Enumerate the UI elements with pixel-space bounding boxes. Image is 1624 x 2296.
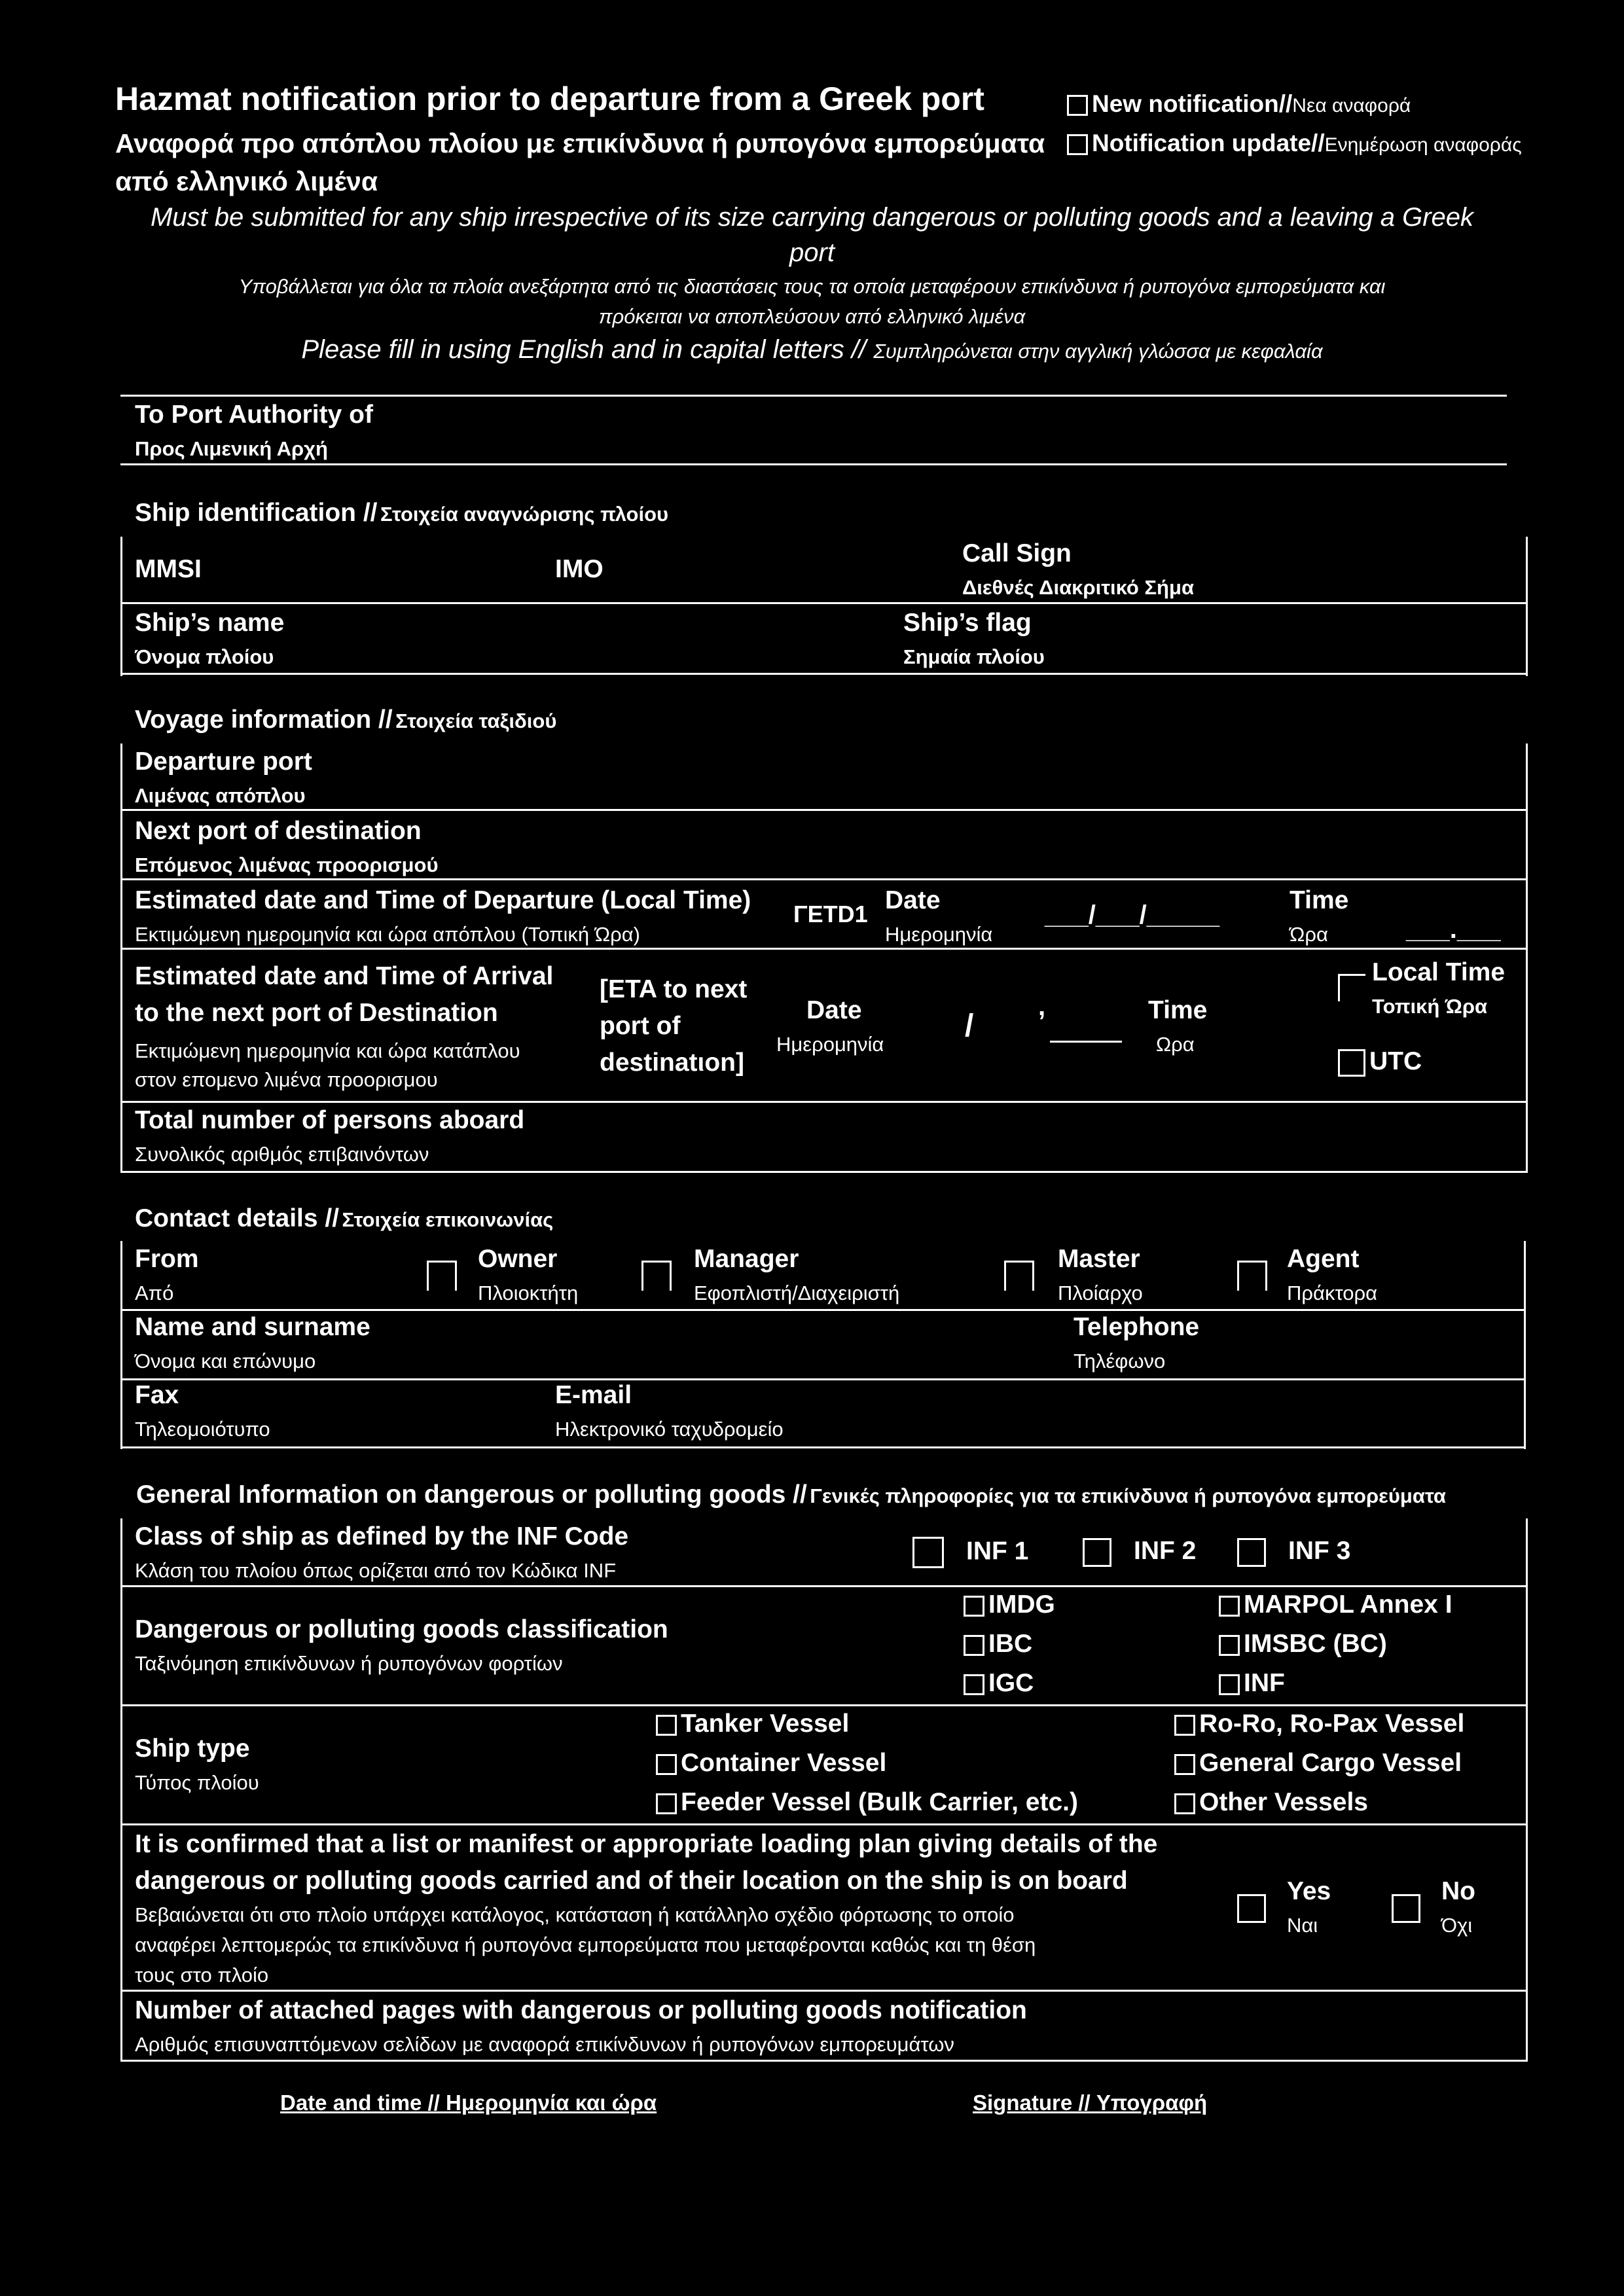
manifest-confirm-en-1: It is confirmed that a list or manifest or appropriate loading plan giving details of the — [135, 1830, 1158, 1858]
departure-port-field[interactable] — [563, 747, 1506, 805]
eta-date-field[interactable] — [943, 995, 1126, 1047]
inf1-option[interactable]: INF 1 — [912, 1537, 1028, 1568]
general-information-heading: General Information on dangerous or polluting goods // Γενικές πληροφορίες για τα επικίνδυνα ή ρυπογόνα εμπορεύματα — [136, 1480, 1446, 1509]
tanker-vessel-checkbox[interactable] — [656, 1715, 677, 1736]
name-surname-field[interactable] — [419, 1313, 1060, 1374]
next-port-label-en: Next port of destination — [135, 817, 422, 845]
ship-name-label-gr: Όνομα πλοίου — [135, 645, 274, 668]
fax-field[interactable] — [340, 1381, 537, 1443]
feeder-vessel-checkbox[interactable] — [656, 1793, 677, 1814]
eta-date-comma: , — [1038, 992, 1046, 1021]
port-authority-field[interactable] — [406, 401, 1492, 459]
call-sign-label-en: Call Sign — [962, 539, 1072, 567]
agent-option[interactable]: Agent Πράκτορα — [1237, 1244, 1499, 1309]
persons-aboard-label-en: Total number of persons aboard — [135, 1106, 525, 1134]
eta-tag-2: port of — [600, 1012, 681, 1040]
other-vessels-option[interactable]: Other Vessels — [1174, 1788, 1368, 1817]
igc-checkbox[interactable] — [964, 1674, 984, 1695]
signature-field[interactable] — [969, 2127, 1309, 2199]
etd-date-label-en: Date — [885, 886, 941, 914]
eta-date-label-en: Date — [806, 996, 862, 1024]
attached-pages-label-gr: Αριθμός επισυναπτόμενων σελίδων με αναφορά επικίνδυνων ή ρυπογόνων εμπορευμάτων — [135, 2033, 954, 2056]
eta-tag-3: destinatιon] — [600, 1049, 744, 1077]
port-authority-label-gr: Προς Λιμενική Αρχή — [135, 437, 328, 460]
roro-vessel-checkbox[interactable] — [1174, 1715, 1195, 1736]
notification-update-checkbox[interactable] — [1067, 134, 1088, 155]
manifest-no-option[interactable]: No Όχι — [1392, 1877, 1523, 1949]
manager-option[interactable]: Manager Εφοπλιστή/Διαχειριστή — [641, 1244, 995, 1309]
eta-tag-1: [ETA to next — [600, 975, 748, 1003]
voyage-information-heading: Voyage information // Στοιχεία ταξιδιού — [135, 706, 557, 734]
imsbc-option[interactable]: IMSBC (BC) — [1219, 1630, 1387, 1659]
imdg-option[interactable]: IMDG — [964, 1590, 1055, 1619]
manifest-confirm-gr-1: Βεβαιώνεται ότι στο πλοίο υπάρχει κατάλογος, κατάσταση ή κατάλληλο σχέδιο φόρτωσης το οποίο — [135, 1903, 1015, 1926]
ibc-option[interactable]: IBC — [964, 1630, 1032, 1659]
form-title-gr-1: Αναφορά προ απόπλου πλοίου με επικίνδυνα ή ρυπογόνα εμπορεύματα — [115, 128, 1045, 158]
email-label-en: E-mail — [555, 1381, 632, 1409]
eta-label-gr-1: Εκτιμώμενη ημερομηνία και ώρα κατάπλου — [135, 1039, 520, 1062]
owner-checkbox[interactable] — [427, 1261, 457, 1291]
email-field[interactable] — [838, 1381, 1512, 1443]
other-vessels-checkbox[interactable] — [1174, 1793, 1195, 1814]
form-title-en: Hazmat notification prior to departure from a Greek port — [115, 81, 984, 117]
ship-type-label-en: Ship type — [135, 1734, 250, 1763]
fill-instructions: Please fill in using English and in capital letters // Συμπληρώνεται στην αγγλική γλώσσα με κεφαλαία — [301, 335, 1323, 364]
manifest-no-checkbox[interactable] — [1392, 1894, 1420, 1923]
inf1-checkbox[interactable] — [912, 1537, 944, 1568]
roro-vessel-option[interactable]: Ro-Ro, Ro-Pax Vessel — [1174, 1710, 1464, 1738]
owner-option[interactable]: Owner Πλοιοκτήτη — [427, 1244, 702, 1309]
inf-checkbox[interactable] — [1219, 1674, 1240, 1695]
manifest-confirm-gr-2: αναφέρει λεπτομερώς τα επικίνδυνα ή ρυπογόνα εμπορεύματα που μεταφέρονται καθώς και τη θέση — [135, 1933, 1036, 1956]
contact-details-heading: Contact details // Στοιχεία επικοινωνίας — [135, 1204, 554, 1232]
utc-option[interactable]: UTC — [1338, 1047, 1422, 1077]
feeder-vessel-option[interactable]: Feeder Vessel (Bulk Carrier, etc.) — [656, 1788, 1078, 1817]
container-vessel-checkbox[interactable] — [656, 1754, 677, 1775]
new-notification-option[interactable]: New notification//Νεα αναφορά — [1067, 90, 1411, 118]
inf-option[interactable]: INF — [1219, 1669, 1285, 1698]
form-title-gr-2: από ελληνικό λιμένα — [115, 166, 378, 196]
submission-note-gr-2: πρόκειται να αποπλεύσουν από ελληνικό λιμένα — [598, 305, 1026, 328]
submission-note-en-2: port — [789, 238, 835, 267]
from-label-en: From — [135, 1245, 199, 1273]
ship-type-label-gr: Τύπος πλοίου — [135, 1771, 259, 1794]
etd-label-en: Estimated date and Time of Departure (Local Time) — [135, 886, 751, 914]
inf3-option[interactable]: INF 3 — [1237, 1537, 1350, 1567]
manifest-yes-checkbox[interactable] — [1237, 1894, 1266, 1923]
eta-label-en-1: Estimated date and Time of Arrival — [135, 962, 554, 990]
from-label-gr: Από — [135, 1282, 174, 1304]
manifest-yes-option[interactable]: Yes Ναι — [1237, 1877, 1381, 1949]
inf2-option[interactable]: INF 2 — [1083, 1537, 1196, 1567]
utc-checkbox[interactable] — [1338, 1049, 1365, 1077]
submission-note-gr-1: Υποβάλλεται για όλα τα πλοία ανεξάρτητα από τις διαστάσεις τους τα οποία μεταφέρουν επικίνδυνα ή ρυπογόνα εμπορεύματα και — [238, 275, 1386, 298]
fax-label-en: Fax — [135, 1381, 179, 1409]
ship-name-label-en: Ship’s name — [135, 609, 285, 637]
etd-time-label-gr: Ώρα — [1290, 923, 1328, 946]
mmsi-label: MMSI — [135, 555, 202, 583]
inf2-checkbox[interactable] — [1083, 1538, 1111, 1567]
ship-flag-label-en: Ship’s flag — [903, 609, 1032, 637]
eta-label-gr-2: στον επομενο λιμένα προορισμου — [135, 1068, 438, 1091]
mmsi-field[interactable] — [236, 545, 537, 600]
imdg-checkbox[interactable] — [964, 1596, 984, 1617]
departure-port-label-gr: Λιμένας απόπλου — [135, 784, 306, 807]
departure-port-label-en: Departure port — [135, 747, 312, 776]
next-port-label-gr: Επόμενος λιμένας προορισμού — [135, 853, 439, 876]
date-time-signature-label: Date and time // Ημερομηνία και ώρα — [280, 2090, 657, 2115]
agent-checkbox[interactable] — [1237, 1261, 1267, 1291]
general-cargo-checkbox[interactable] — [1174, 1754, 1195, 1775]
etd-label-gr: Εκτιμώμενη ημερομηνία και ώρα απόπλου (Τοπική Ώρα) — [135, 923, 640, 946]
attached-pages-field[interactable] — [1126, 1996, 1512, 2055]
goods-classification-label-en: Dangerous or polluting goods classification — [135, 1615, 668, 1643]
master-option[interactable]: Master Πλοίαρχο — [1004, 1244, 1240, 1309]
eta-date-label-gr: Ημερομηνία — [776, 1033, 884, 1056]
general-cargo-option[interactable]: General Cargo Vessel — [1174, 1749, 1462, 1778]
etd-date-field[interactable]: ___/___/_____ — [1045, 901, 1219, 929]
ship-name-field[interactable] — [340, 607, 877, 670]
manifest-confirm-en-2: dangerous or polluting goods carried and of their location on the ship is on board — [135, 1867, 1128, 1895]
inf3-checkbox[interactable] — [1237, 1538, 1266, 1567]
imsbc-checkbox[interactable] — [1219, 1635, 1240, 1656]
etd-date-label-gr: Ημερομηνία — [885, 923, 993, 946]
port-authority-label-en: To Port Authority of — [135, 401, 373, 429]
date-time-field[interactable] — [275, 2127, 681, 2199]
eta-time-field[interactable] — [1231, 982, 1329, 1047]
eta-label-en-2: to the next port of Destination — [135, 999, 498, 1027]
manager-checkbox[interactable] — [641, 1261, 672, 1291]
telephone-label-gr: Τηλέφωνο — [1074, 1350, 1166, 1372]
telephone-label-en: Telephone — [1074, 1313, 1200, 1341]
eta-time-label-gr: Ωρα — [1156, 1033, 1195, 1056]
marpol-checkbox[interactable] — [1219, 1596, 1240, 1617]
telephone-field[interactable] — [1231, 1313, 1512, 1374]
manifest-confirm-gr-3: τους στο πλοίο — [135, 1964, 269, 1986]
marpol-option[interactable]: MARPOL Annex I — [1219, 1590, 1453, 1619]
goods-classification-label-gr: Ταξινόμηση επικίνδυνων ή ρυπογόνων φορτίων — [135, 1652, 563, 1675]
persons-aboard-field[interactable] — [563, 1106, 1506, 1166]
imo-field[interactable] — [628, 545, 943, 600]
ship-class-label-gr: Κλάση του πλοίου όπως ορίζεται από τον Κώδικα INF — [135, 1559, 617, 1582]
ship-flag-label-gr: Σημαία πλοίου — [903, 645, 1045, 668]
tanker-vessel-option[interactable]: Tanker Vessel — [656, 1710, 849, 1738]
attached-pages-label-en: Number of attached pages with dangerous or polluting goods notification — [135, 1996, 1027, 2024]
container-vessel-option[interactable]: Container Vessel — [656, 1749, 886, 1778]
notification-update-option[interactable]: Notification update//Ενημέρωση αναφοράς — [1067, 130, 1522, 157]
signature-label: Signature // Υπογραφή — [973, 2090, 1208, 2115]
persons-aboard-label-gr: Συνολικός αριθμός επιβαινόντων — [135, 1143, 429, 1166]
imo-label: IMO — [555, 555, 604, 583]
ibc-checkbox[interactable] — [964, 1635, 984, 1656]
new-notification-checkbox[interactable] — [1067, 95, 1088, 116]
ship-class-label-en: Class of ship as defined by the INF Code — [135, 1522, 629, 1551]
next-port-field[interactable] — [563, 817, 1506, 874]
eta-date-separator: / — [965, 1009, 974, 1043]
submission-note-en-1: Must be submitted for any ship irrespective of its size carrying dangerous or polluting goods and a leaving a Greek — [150, 203, 1474, 232]
etd-time-field[interactable]: ___.___ — [1406, 915, 1501, 944]
igc-option[interactable]: IGC — [964, 1669, 1034, 1698]
fax-label-gr: Τηλεομοιότυπο — [135, 1418, 270, 1441]
local-time-checkbox[interactable] — [1338, 974, 1365, 1001]
name-surname-label-en: Name and surname — [135, 1313, 370, 1341]
call-sign-label-gr: Διεθνές Διακριτικό Σήμα — [962, 576, 1195, 599]
email-label-gr: Ηλεκτρονικό ταχυδρομείο — [555, 1418, 784, 1441]
name-surname-label-gr: Όνομα και επώνυμο — [135, 1350, 316, 1372]
eta-time-label-en: Time — [1148, 996, 1208, 1024]
etd-time-label-en: Time — [1290, 886, 1349, 914]
master-checkbox[interactable] — [1004, 1261, 1034, 1291]
etd-tag: ΓETD1 — [793, 901, 868, 927]
ship-identification-heading: Ship identification // Στοιχεία αναγνώρισης πλοίου — [135, 499, 669, 527]
